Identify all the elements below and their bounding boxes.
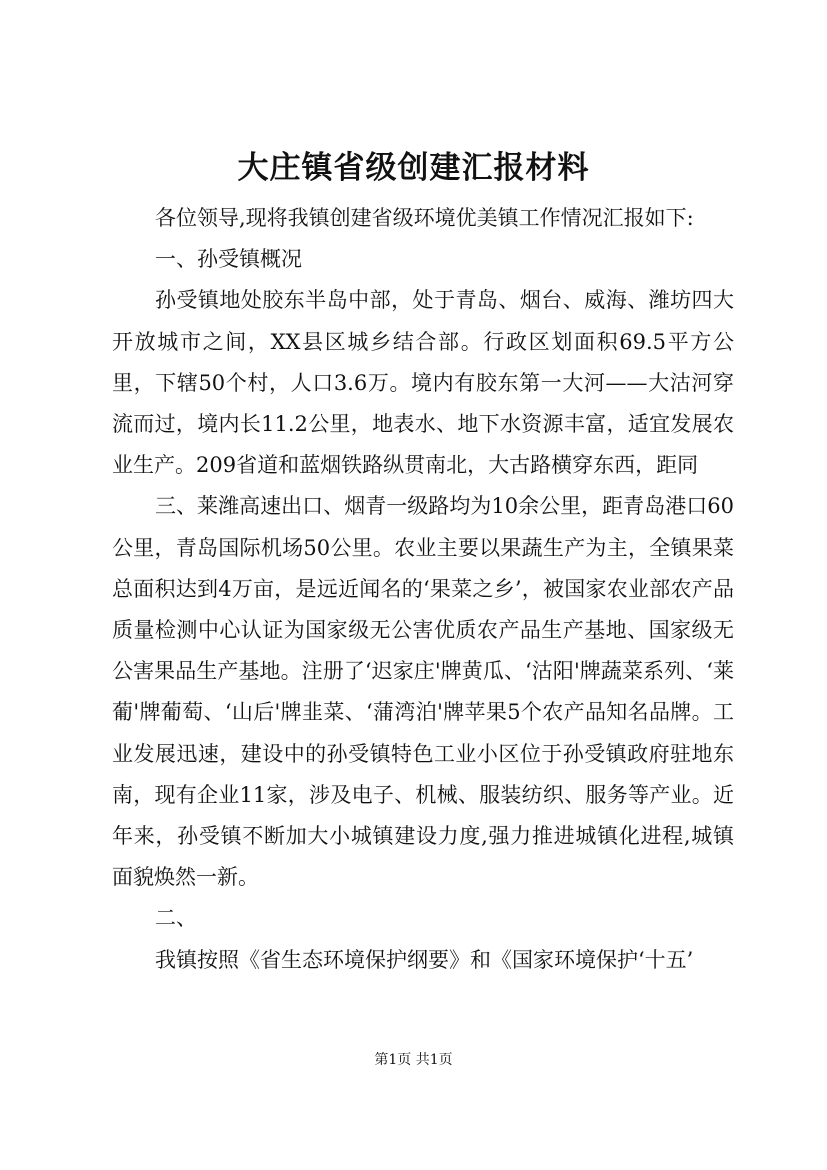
paragraph-agriculture-industry: 三、莱潍高速出口、烟青一级路均为10余公里，距青岛港口60公里，青岛国际机场50公里。农业主要以果蔬生产为主，全镇果菜总面积达到4万亩，是远近闻名的‘果菜之乡’，被国家农业部农产品质量检测中心认证为国家级无公害优质农产品生产基地、国家级无公害果品生产基地。注册了‘迟家庄'牌黄瓜、‘沽阳'牌蔬菜系列、‘莱葡'牌葡萄、‘山后'牌韭菜、‘蒲湾泊'牌苹果5个农产品知名品牌。工业发展迅速，建设中的孙受镇特色工业小区位于孙受镇政府驻地东南，现有企业11家，涉及电子、机械、服装纺织、服务等产业。近年来，孙受镇不断加大小城镇建设力度,强力推进城镇化进程,城镇面貌焕然一新。 bbox=[112, 494, 734, 890]
paragraph-greeting: 各位领导,现将我镇创建省级环境优美镇工作情况汇报如下: bbox=[155, 206, 694, 230]
document-body bbox=[112, 198, 734, 981]
page-footer: 第1页 共1页 bbox=[374, 1052, 453, 1068]
document-title: 大庄镇省级创建汇报材料 bbox=[237, 150, 590, 186]
section-heading-overview: 一、孙受镇概况 bbox=[155, 247, 302, 272]
paragraph-environment-plan: 我镇按照《省生态环境保护纲要》和《国家环境保护‘十五’ bbox=[155, 947, 694, 972]
section-heading-two: 二、 bbox=[155, 906, 197, 931]
paragraph-location: 孙受镇地处胶东半岛中部，处于青岛、烟台、威海、潍坊四大开放城市之间，XX县区城乡结合部。行政区划面积69.5平方公里，下辖50个村，人口3.6万。境内有胶东第一大河——大沽河穿流而过，境内长11.2公里，地表水、地下水资源丰富，适宜发展农业生产。209省道和蓝烟铁路纵贯南北，大古路横穿东西，距同 bbox=[112, 288, 734, 478]
